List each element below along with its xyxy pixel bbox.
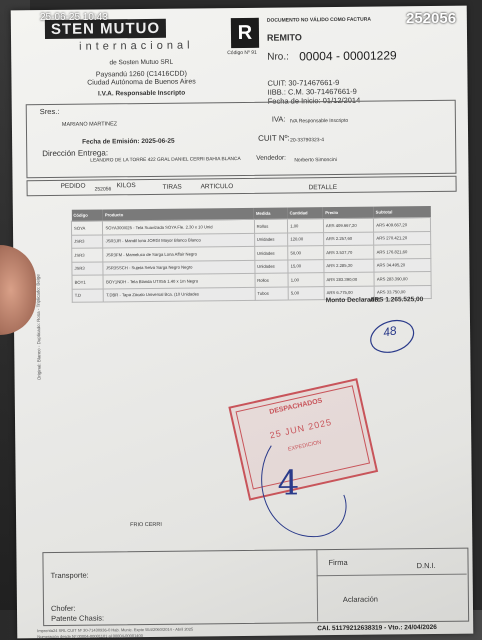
nro-label: Nro.: xyxy=(267,51,289,63)
printer-line-2: Numeración desde Nº 00004-00001101 al 00004-00001400 xyxy=(37,633,144,640)
cell-subtotal: ARS 176.821,60 xyxy=(374,245,431,259)
direccion-value: LEANDRO DE LA TORRE 422 GRAL DANIEL CERRI BAHIA BLANCA xyxy=(90,157,241,164)
cell-codigo: BOY1 xyxy=(72,275,104,289)
cell-precio: ARS 283.390,00 xyxy=(324,272,375,286)
photo-doc-number: 252056 xyxy=(406,10,457,27)
stamp-text: EXPEDICION xyxy=(287,439,322,453)
cell-precio: ARS 2.285,30 xyxy=(324,259,375,273)
order-bar xyxy=(27,176,457,197)
cell-producto: BOY1NDH - Tela Blanda UTX55 1.40 x 1m Negro xyxy=(103,273,254,288)
fecha-emision: Fecha de Emisión: 2025-06-25 xyxy=(82,137,175,146)
cell-codigo: SOYA xyxy=(71,221,103,235)
col-subtotal: Subtotal xyxy=(374,206,431,218)
cuit-label: CUIT Nº: xyxy=(258,133,290,143)
destination: FRIO CERRI xyxy=(130,521,162,529)
cell-medida: Tubos xyxy=(255,287,289,301)
cell-cantidad: 15,00 xyxy=(288,259,324,273)
articulo-label: ARTICULO xyxy=(200,183,234,191)
total-value: ARS 1.265.525,00 xyxy=(369,296,424,304)
aclaracion-label: Aclaración xyxy=(342,594,378,604)
remito-document xyxy=(11,6,474,639)
cell-codigo: JSR3 xyxy=(72,248,104,262)
patente-label: Patente Chasis: xyxy=(51,613,105,624)
cell-cantidad: 1,00 xyxy=(288,219,324,233)
cai-line: CAI. 51179212638319 - Vto.: 24/04/2026 xyxy=(317,623,437,633)
header-cuit: CUIT: 30-71467661-9 xyxy=(267,77,340,88)
col-producto: Producto xyxy=(103,208,254,221)
copy-legend: Original: Blanco - Duplicado: Rosa - Triplicado: Beige xyxy=(35,274,42,381)
sres-label: Sres.: xyxy=(39,106,60,117)
iva-value: IVA Responsable Inscripto xyxy=(289,117,349,125)
header-start-date: Fecha de Inicio: 01/12/2014 xyxy=(267,95,361,106)
doc-note: DOCUMENTO NO VÁLIDO COMO FACTURA xyxy=(266,16,371,24)
cuit-value: 20-33790323-4 xyxy=(290,137,325,144)
company-iva: I.V.A. Responsable Inscripto xyxy=(97,89,186,98)
printer-line-1: Imprenta24 SRL CUIT Nº 30-71430936-0 Hab. Munic. Expte 554/2060/2014 - Abril 2025 xyxy=(37,626,194,634)
handwritten-signature-loop xyxy=(251,435,362,546)
vendedor-label: Vendedor: xyxy=(256,154,286,162)
cell-medida: Unidades xyxy=(254,260,288,274)
doc-letter: R xyxy=(231,18,259,48)
doc-type: REMITO xyxy=(266,32,302,43)
cell-precio: ARS 409.667,20 xyxy=(323,218,374,232)
cell-precio: ARS 2.257,60 xyxy=(323,232,374,246)
cell-cantidad: 120,00 xyxy=(288,232,324,246)
cell-medida: Unidades xyxy=(254,246,288,260)
transporte-label: Transporte: xyxy=(50,570,89,581)
cell-subtotal: ARS 34.495,20 xyxy=(374,258,431,272)
cell-codigo: JSR3 xyxy=(72,261,104,275)
cell-cantidad: 5,00 xyxy=(288,286,324,300)
cell-cantidad: 1,00 xyxy=(288,273,324,287)
photo-timestamp: 25-06-25 10:43 xyxy=(40,12,108,23)
cell-producto: SOYA300/025 - Tela Suavizada SOYA Fle. 2.30 x 10 Unid xyxy=(103,219,254,234)
company-name: de Sosten Mutuo SRL xyxy=(109,58,174,67)
cell-subtotal: ARS 33.750,00 xyxy=(374,285,431,299)
company-city: Ciudad Autónoma de Buenos Aires xyxy=(87,78,196,87)
cell-subtotal: ARS 283.390,00 xyxy=(374,272,431,286)
handwritten-48: 48 xyxy=(381,323,398,340)
vendedor-value: Norberto Simoncini xyxy=(294,156,337,164)
header-iibb: IIBB.: C.M. 30-71467661-9 xyxy=(267,86,357,97)
company-logo-sub: internacional xyxy=(79,39,194,53)
letter-code: Código Nº 91 xyxy=(227,49,257,57)
cell-producto: T.DBR - Tapa Zócalo Universal Bca. (10 Unidades xyxy=(104,287,255,302)
cell-precio: ARS 6.775,00 xyxy=(324,286,375,300)
firma-label: Firma xyxy=(328,557,348,568)
detalle-label: DETALLE xyxy=(308,183,338,192)
dni-label: D.N.I. xyxy=(416,560,436,571)
pedido-label: PEDIDO xyxy=(60,182,86,190)
client-name: MARIANO MARTINEZ xyxy=(61,121,118,128)
handwritten-4: 4 xyxy=(277,463,300,504)
nro-value: 00004 - 00001229 xyxy=(299,48,397,64)
cell-medida: Rollos xyxy=(255,273,289,287)
chofer-label: Chofer: xyxy=(50,603,76,614)
pedido-value: 252056 xyxy=(94,186,112,193)
company-logo: STEN MUTUO xyxy=(45,19,166,39)
cell-subtotal: ARS 409.667,20 xyxy=(374,218,431,232)
cell-medida: Rollos xyxy=(254,219,288,233)
cell-producto: JSR3FM - Mameluco de Sarga Lona Affair Negro xyxy=(103,246,254,261)
iva-label: IVA: xyxy=(271,114,286,124)
cell-subtotal: ARS 270.421,20 xyxy=(374,231,431,245)
items-table xyxy=(71,206,432,303)
direccion-label: Dirección Entrega: xyxy=(42,148,109,159)
tiras-label: TIRAS xyxy=(162,183,182,191)
cell-producto: JSR3JR - Mandil lona JORGI Mayor Blanco Blanco xyxy=(103,233,254,248)
stamp-title: DESPACHADOS xyxy=(268,397,324,416)
cell-medida: Unidades xyxy=(254,233,288,247)
col-precio: Precio xyxy=(323,207,373,219)
col-codigo: Código xyxy=(71,209,103,221)
cell-codigo: T.D xyxy=(72,288,104,302)
cell-precio: ARS 3.537,70 xyxy=(324,245,375,259)
cell-cantidad: 50,00 xyxy=(288,246,324,260)
stamp-date: 25 JUN 2025 xyxy=(268,416,333,441)
col-medida: Medida xyxy=(254,208,288,220)
total-label: Monto Declarado: xyxy=(325,296,381,305)
kilos-label: KILOS xyxy=(116,182,136,190)
footer-frame xyxy=(42,548,469,626)
cell-codigo: JSR3 xyxy=(72,234,104,248)
cell-producto: JSR3SSCH - Sujeta Selva Sarga Negro Negro xyxy=(103,260,254,275)
company-address: Paysandú 1260 (C1416CDD) xyxy=(95,70,187,79)
col-cantidad: Cantidad xyxy=(288,207,324,219)
